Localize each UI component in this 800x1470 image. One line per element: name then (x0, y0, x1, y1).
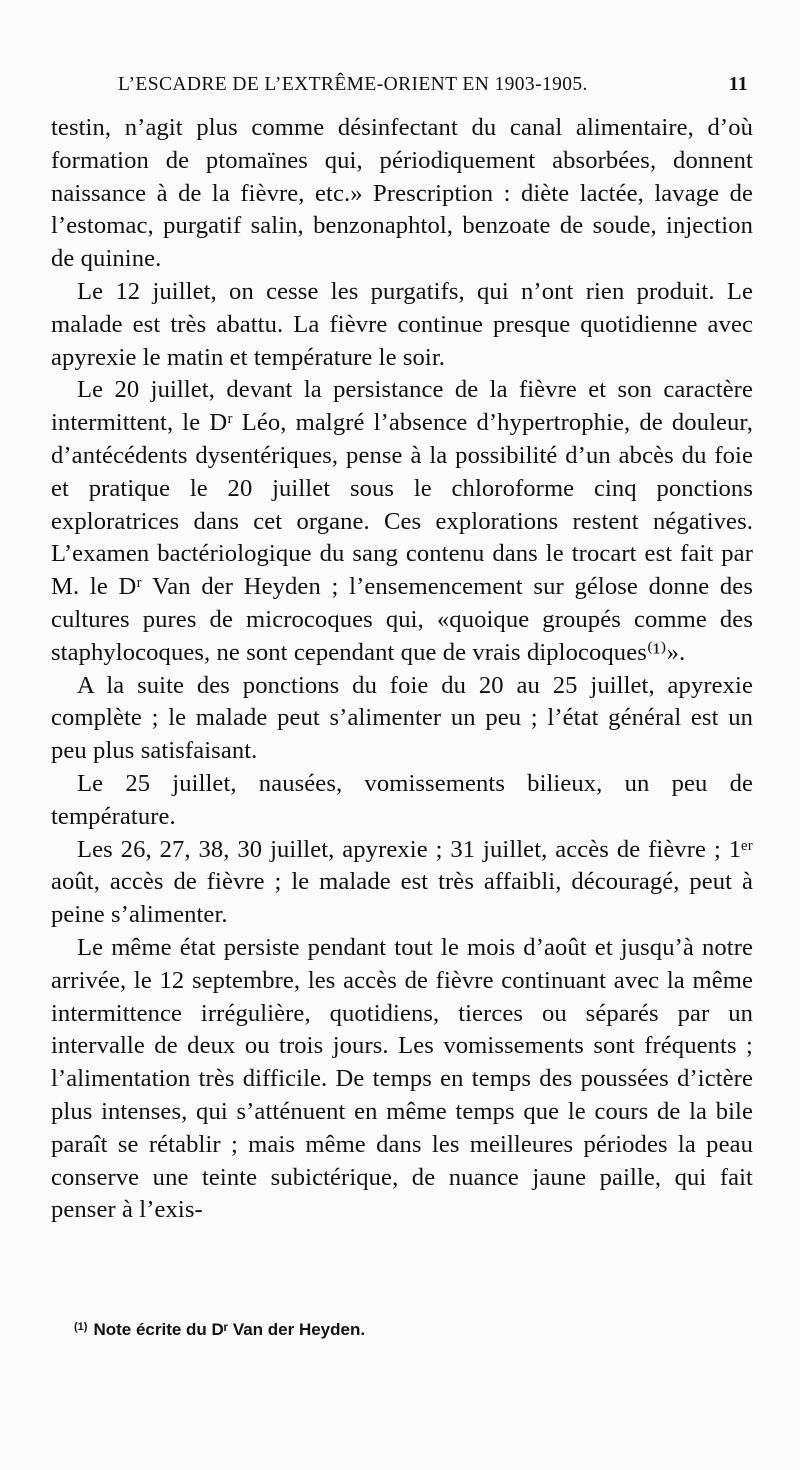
page-number: 11 (728, 74, 748, 95)
paragraph-suite-ponctions: A la suite des ponctions du foie du 20 au 25 juillet, apyrexie complète ; le malade peut s’alimenter un peu ; l’état général est un peu plus satisfaisant. (51, 671, 753, 765)
footnote-text: Note écrite du Dʳ Van der Heyden. (93, 1320, 366, 1339)
footnote-marker: (1) (74, 1321, 88, 1333)
paragraph-25-juillet: Le 25 juillet, nausées, vomissements bilieux, un peu de température. (51, 769, 753, 830)
body-text (51, 112, 753, 1227)
running-head-title: L’ESCADRE DE L’EXTRÊME-ORIENT EN 1903-1905. (118, 74, 588, 95)
paragraph-fin-juillet: Les 26, 27, 38, 30 juillet, apyrexie ; 31 juillet, accès de fièvre ; 1ᵉʳ août, accès de fièvre ; le malade est très affaibli, découragé, peut à peine s’alimenter. (51, 835, 753, 929)
paragraph-aout: Le même état persiste pendant tout le mois d’août et jusqu’à notre arrivée, le 12 septembre, les accès de fièvre continuant avec la même intermittence irrégulière, quotidiens, tierces ou séparés par un intervalle de deux ou trois jours. Les vomissements sont fréquents ; l’alimentation très difficile. De temps en temps des poussées d’ictère plus intenses, qui s’atténuent en même temps que le cours de la bile paraît se rétablir ; mais même dans les meilleures périodes la peau conserve une teinte subictérique, de nuance jaune paille, qui fait penser à l’exis- (51, 933, 753, 1224)
running-head (118, 68, 748, 102)
paragraph-12-juillet: Le 12 juillet, on cesse les purgatifs, qui n’ont rien produit. Le malade est très abattu. La fièvre continue presque quotidienne avec apyrexie le matin et température le soir. (51, 277, 753, 371)
footnote (74, 1314, 754, 1343)
paragraph-20-juillet: Le 20 juillet, devant la persistance de la fièvre et son caractère intermittent, le Dʳ Léo, malgré l’absence d’hypertrophie, de douleur, d’antécédents dysentériques, pense à la possibilité d’un abcès du foie et pratique le 20 juillet sous le chloroforme cinq ponctions exploratrices dans cet organe. Ces explorations restent négatives. L’examen bactériologique du sang contenu dans le trocart est fait par M. le Dʳ Van der Heyden ; l’ensemencement sur gélose donne des cultures pures de microcoques qui, «quoique groupés comme des staphylocoques, ne sont cependant que de vrais diplocoques⁽¹⁾». (51, 376, 753, 666)
paragraph-continuation: testin, n’agit plus comme désinfectant du canal alimentaire, d’où formation de ptomaïnes qui, périodiquement absorbées, donnent naissance à de la fièvre, etc.» Prescription : diète lactée, lavage de l’estomac, purgatif salin, benzonaphtol, benzoate de soude, injection de quinine. (51, 114, 753, 273)
